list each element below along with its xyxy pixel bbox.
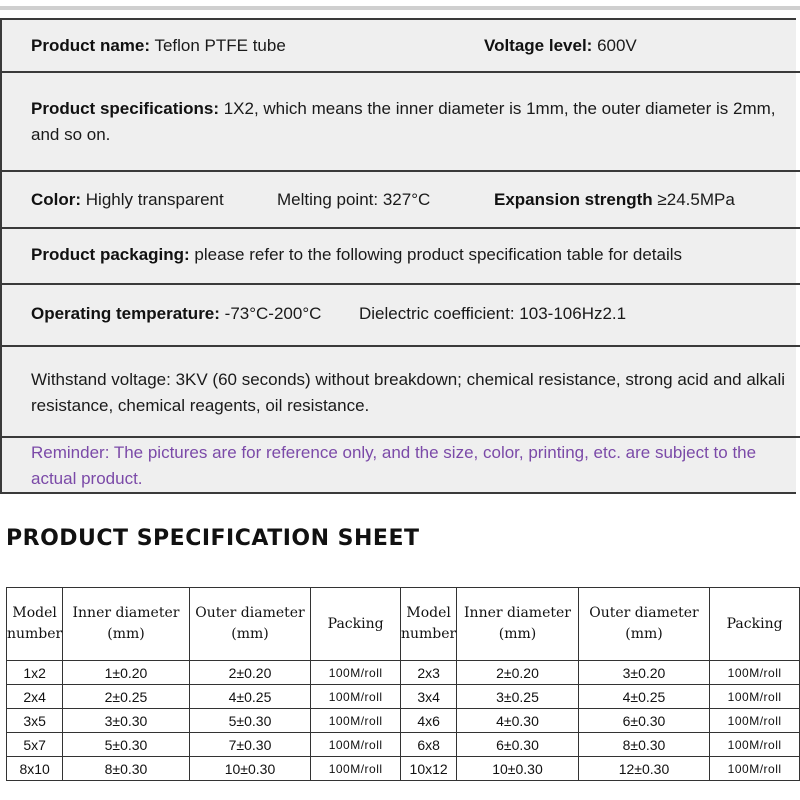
voltage-value: 600V — [592, 36, 637, 55]
table-cell: 1x2 — [7, 661, 63, 685]
col-header: Inner diameter (mm) — [63, 588, 190, 661]
table-cell: 2x3 — [401, 661, 457, 685]
voltage-label: Voltage level: — [484, 36, 593, 55]
melting-point: Melting point: 327°C — [277, 190, 431, 209]
table-cell: 5±0.30 — [189, 709, 311, 733]
sheet-title: PRODUCT SPECIFICATION SHEET — [6, 526, 420, 551]
table-header-row — [7, 588, 800, 661]
table-row — [7, 757, 800, 781]
col-header: Model number — [401, 588, 457, 661]
row-separator — [0, 283, 800, 285]
table-row — [7, 709, 800, 733]
table-cell: 100M/roll — [311, 661, 401, 685]
table-row — [7, 661, 800, 685]
col-header: Model number — [7, 588, 63, 661]
specs-value: 1X2, which means the inner diameter is 1mm, the outer diameter is 2mm, and so on. — [31, 99, 776, 144]
table-row — [7, 733, 800, 757]
withstand-text: Withstand voltage: 3KV (60 seconds) without breakdown; chemical resistance, strong acid and alkali resistance, chemical reagents, oil resistance. — [31, 370, 786, 415]
col-header: Packing — [311, 588, 401, 661]
table-cell: 12±0.30 — [578, 757, 709, 781]
row-separator — [0, 170, 800, 172]
table-cell: 8x10 — [7, 757, 63, 781]
table-cell: 100M/roll — [311, 685, 401, 709]
table-cell: 2x4 — [7, 685, 63, 709]
table-cell: 3x4 — [401, 685, 457, 709]
table-cell: 100M/roll — [710, 757, 800, 781]
expansion-label: Expansion strength — [494, 190, 653, 209]
table-cell: 8±0.30 — [63, 757, 190, 781]
operating-temperature-row — [0, 301, 800, 327]
expansion-group — [494, 187, 735, 213]
table-cell: 100M/roll — [311, 733, 401, 757]
product-packaging-row — [0, 242, 800, 268]
color-label: Color: — [31, 190, 82, 209]
color-value: Highly transparent — [81, 190, 224, 209]
table-cell: 3±0.25 — [457, 685, 579, 709]
table-cell: 4±0.25 — [578, 685, 709, 709]
table-cell: 5x7 — [7, 733, 63, 757]
table-cell: 10±0.30 — [457, 757, 579, 781]
product-name-value: Teflon PTFE tube — [150, 36, 286, 55]
table-cell: 100M/roll — [710, 661, 800, 685]
table-cell: 6±0.30 — [578, 709, 709, 733]
table-cell: 4x6 — [401, 709, 457, 733]
product-name-row — [0, 33, 800, 59]
table-cell: 1±0.20 — [63, 661, 190, 685]
top-divider — [0, 6, 800, 10]
table-cell: 10x12 — [401, 757, 457, 781]
table-cell: 100M/roll — [710, 685, 800, 709]
table-cell: 2±0.25 — [63, 685, 190, 709]
col-header: Outer diameter (mm) — [189, 588, 311, 661]
product-name-label: Product name: — [31, 36, 151, 55]
table-cell: 7±0.30 — [189, 733, 311, 757]
col-header: Inner diameter (mm) — [457, 588, 579, 661]
table-cell: 2±0.20 — [457, 661, 579, 685]
row-separator — [0, 345, 800, 347]
table-cell: 6±0.30 — [457, 733, 579, 757]
packaging-value: please refer to the following product specification table for details — [189, 245, 683, 264]
voltage-group — [484, 33, 637, 59]
table-cell: 8±0.30 — [578, 733, 709, 757]
table-cell: 3x5 — [7, 709, 63, 733]
table-cell: 100M/roll — [710, 733, 800, 757]
col-header: Outer diameter (mm) — [578, 588, 709, 661]
specs-label: Product specifications: — [31, 99, 219, 118]
table-cell: 2±0.20 — [189, 661, 311, 685]
table-cell: 3±0.20 — [578, 661, 709, 685]
row-separator — [0, 227, 800, 229]
reminder-row — [0, 440, 800, 492]
row-separator — [0, 71, 800, 73]
row-separator — [0, 436, 800, 438]
col-header: Packing — [710, 588, 800, 661]
expansion-value: ≥24.5MPa — [652, 190, 735, 209]
dielectric-coefficient: Dielectric coefficient: 103-106Hz2.1 — [359, 304, 627, 323]
table-cell: 5±0.30 — [63, 733, 190, 757]
table-cell: 10±0.30 — [189, 757, 311, 781]
table-row — [7, 685, 800, 709]
color-row — [0, 187, 800, 213]
temp-label: Operating temperature: — [31, 304, 220, 323]
reminder-text: Reminder: The pictures are for reference only, and the size, color, printing, etc. are subject to the actual product. — [31, 443, 757, 488]
product-specifications-row — [0, 96, 800, 148]
table-cell: 6x8 — [401, 733, 457, 757]
temp-value: -73°C-200°C — [219, 304, 322, 323]
withstand-voltage-row — [0, 367, 800, 419]
table-cell: 100M/roll — [311, 709, 401, 733]
table-cell: 3±0.30 — [63, 709, 190, 733]
specification-table — [6, 587, 800, 781]
table-cell: 100M/roll — [710, 709, 800, 733]
table-cell: 4±0.30 — [457, 709, 579, 733]
table-cell: 100M/roll — [311, 757, 401, 781]
packaging-label: Product packaging: — [31, 245, 190, 264]
table-cell: 4±0.25 — [189, 685, 311, 709]
